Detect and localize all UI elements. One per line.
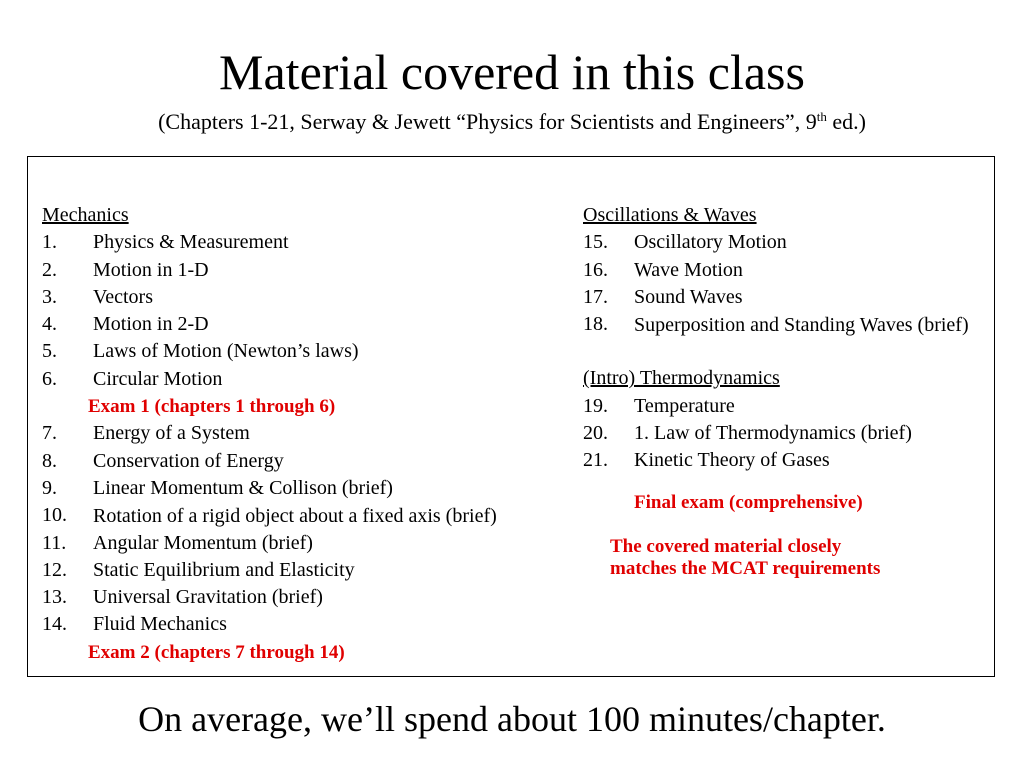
list-item [42, 584, 582, 611]
list-item-text: Physics & Measurement [93, 231, 289, 254]
list-item [42, 311, 582, 338]
list-item [42, 502, 582, 529]
subtitle-suffix: ed.) [826, 109, 866, 134]
list-item-number: 1. [42, 231, 57, 254]
list-item-number: 17. [583, 285, 608, 308]
list-item-number: 11. [42, 531, 67, 554]
list-item-text: Motion in 1-D [93, 258, 209, 281]
list-item-number: 8. [42, 449, 57, 472]
list-item-number: 18. [583, 313, 608, 336]
list-item-text: Oscillatory Motion [634, 231, 787, 254]
final-exam-note: Final exam (comprehensive) [634, 491, 863, 513]
list-item-number: 21. [583, 449, 608, 472]
list-item-text: Superposition and Standing Waves (brief) [634, 314, 969, 337]
exam-2-note: Exam 2 (chapters 7 through 14) [88, 641, 345, 663]
list-item-number: 20. [583, 422, 608, 445]
list-item-number: 10. [42, 504, 67, 527]
list-item-text: Conservation of Energy [93, 449, 284, 472]
list-item [583, 447, 983, 474]
list-item-number: 14. [42, 613, 67, 636]
list-item-text: Angular Momentum (brief) [93, 531, 313, 554]
list-item-text: Wave Motion [634, 258, 743, 281]
list-item [42, 284, 582, 311]
list-item-number: 15. [583, 231, 608, 254]
list-item [42, 557, 582, 584]
list-item-text: Linear Momentum & Collison (brief) [93, 476, 393, 499]
list-item [583, 284, 983, 311]
list-item-number: 3. [42, 285, 57, 308]
list-item-text: Rotation of a rigid object about a fixed axis (brief) [93, 505, 497, 528]
content-box [27, 156, 995, 677]
list-item [42, 448, 582, 475]
mcat-note-line-2: matches the MCAT requirements [610, 557, 881, 579]
list-item [583, 420, 983, 447]
list-item-number: 9. [42, 476, 57, 499]
list-item-text: Static Equilibrium and Elasticity [93, 558, 355, 581]
list-item-text: Circular Motion [93, 367, 223, 390]
list-item-number: 7. [42, 422, 57, 445]
mcat-note [583, 536, 983, 580]
oscillations-list [583, 229, 983, 338]
list-item [42, 257, 582, 284]
list-item [42, 366, 582, 393]
slide-title: Material covered in this class [219, 44, 805, 100]
list-item [42, 338, 582, 365]
right-column [583, 202, 983, 580]
list-item [583, 393, 983, 420]
list-item-text: Kinetic Theory of Gases [634, 449, 830, 472]
list-item-text: Motion in 2-D [93, 313, 209, 336]
list-item-text: Universal Gravitation (brief) [93, 586, 323, 609]
subtitle-text: (Chapters 1-21, Serway & Jewett “Physics for Scientists and Engineers”, 9 [158, 109, 817, 134]
list-item [42, 229, 582, 256]
mechanics-list-b [42, 420, 582, 638]
list-item-text: 1. Law of Thermodynamics (brief) [634, 422, 912, 445]
section-spacer [583, 338, 983, 365]
oscillations-heading: Oscillations & Waves [583, 204, 757, 226]
list-item-number: 6. [42, 367, 57, 390]
list-item [42, 420, 582, 447]
list-item-text: Fluid Mechanics [93, 613, 227, 636]
list-item [42, 611, 582, 638]
slide-subtitle [0, 108, 1024, 136]
exam-1-note: Exam 1 (chapters 1 through 6) [88, 396, 336, 418]
subtitle-superscript: th [816, 109, 827, 124]
list-item-text: Energy of a System [93, 422, 250, 445]
list-item [42, 475, 582, 502]
list-item-number: 19. [583, 394, 608, 417]
mechanics-heading: Mechanics [42, 204, 129, 226]
list-item-number: 2. [42, 258, 57, 281]
list-item-text: Laws of Motion (Newton’s laws) [93, 340, 359, 363]
thermodynamics-list [583, 393, 983, 475]
list-item-number: 16. [583, 258, 608, 281]
list-item-number: 4. [42, 313, 57, 336]
list-item-text: Temperature [634, 394, 735, 417]
list-item [42, 530, 582, 557]
list-item [583, 257, 983, 284]
left-column [42, 202, 582, 666]
list-item-text: Sound Waves [634, 285, 743, 308]
mcat-note-line-1: The covered material closely [610, 535, 842, 557]
list-item-number: 13. [42, 586, 67, 609]
list-item-text: Vectors [93, 285, 153, 308]
list-item [583, 311, 983, 338]
list-item [583, 229, 983, 256]
thermodynamics-heading: (Intro) Thermodynamics [583, 367, 780, 390]
footer-note: On average, we’ll spend about 100 minutes/chapter. [138, 699, 886, 739]
list-item-number: 12. [42, 558, 67, 581]
mechanics-list-a [42, 229, 582, 393]
list-item-number: 5. [42, 340, 57, 363]
